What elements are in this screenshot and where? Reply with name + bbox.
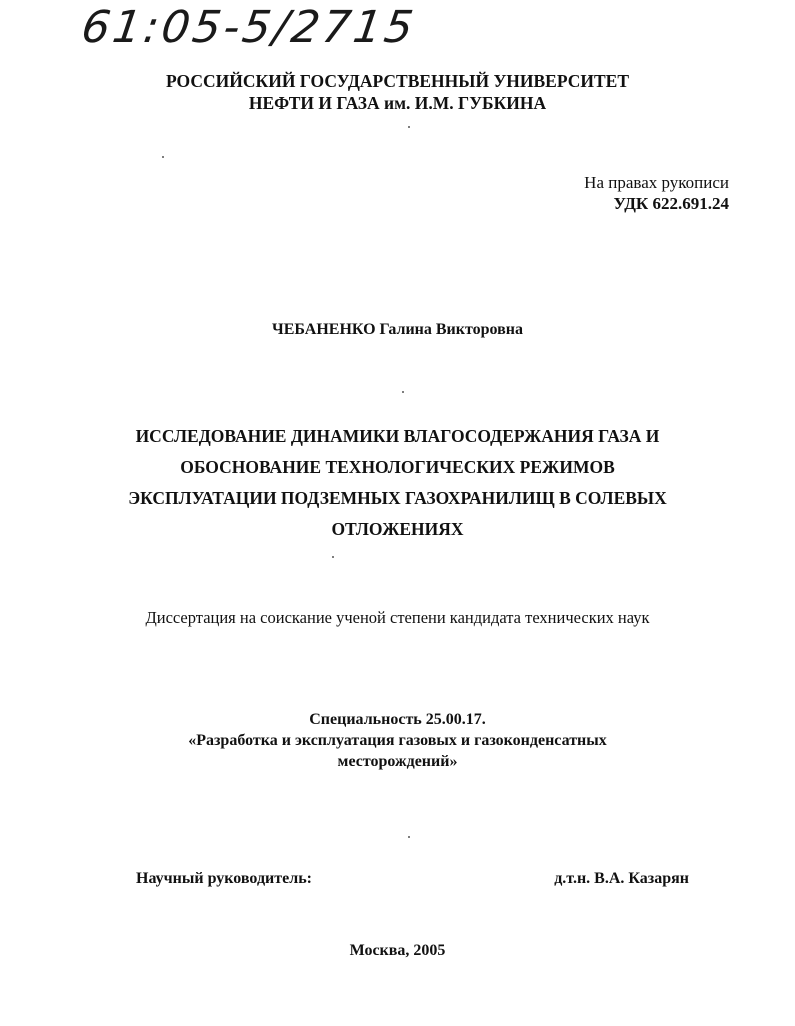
title-line-4: ОТЛОЖЕНИЯХ bbox=[331, 519, 464, 539]
specialty-line-2: «Разработка и эксплуатация газовых и газоконденсатных bbox=[188, 732, 607, 749]
scan-speck bbox=[332, 556, 334, 558]
scan-speck bbox=[408, 126, 410, 128]
specialty-line-1: Специальность 25.00.17. bbox=[309, 711, 486, 728]
university-line-2: НЕФТИ И ГАЗА им. И.М. ГУБКИНА bbox=[248, 93, 547, 113]
university-name bbox=[0, 70, 795, 114]
specialty-line-3: месторождений» bbox=[337, 753, 458, 770]
scan-speck bbox=[402, 391, 404, 393]
supervisor-name: д.т.н. В.А. Казарян bbox=[554, 870, 689, 887]
university-line-1: РОССИЙСКИЙ ГОСУДАРСТВЕННЫЙ УНИВЕРСИТЕТ bbox=[165, 71, 630, 91]
manuscript-block bbox=[584, 172, 729, 214]
dissertation-title bbox=[0, 421, 795, 545]
scan-speck bbox=[408, 836, 410, 838]
degree-statement: Диссертация на соискание ученой степени кандидата технических наук bbox=[145, 608, 650, 627]
title-line-2: ОБОСНОВАНИЕ ТЕХНОЛОГИЧЕСКИХ РЕЖИМОВ bbox=[180, 457, 615, 477]
manuscript-rights: На правах рукописи bbox=[584, 173, 729, 192]
author-name: ЧЕБАНЕНКО Галина Викторовна bbox=[272, 321, 523, 338]
specialty-block bbox=[0, 709, 795, 772]
supervisor-label: Научный руководитель: bbox=[136, 870, 312, 887]
udc-code: УДК 622.691.24 bbox=[613, 194, 729, 213]
title-line-1: ИССЛЕДОВАНИЕ ДИНАМИКИ ВЛАГОСОДЕРЖАНИЯ ГАЗА И bbox=[135, 426, 660, 446]
archive-number-handwritten: 61:05-5/2715 bbox=[78, 2, 420, 53]
scan-speck bbox=[162, 156, 164, 158]
place-and-year: Москва, 2005 bbox=[349, 942, 446, 959]
title-line-3: ЭКСПЛУАТАЦИИ ПОДЗЕМНЫХ ГАЗОХРАНИЛИЩ В СОЛЕВЫХ bbox=[128, 488, 667, 508]
